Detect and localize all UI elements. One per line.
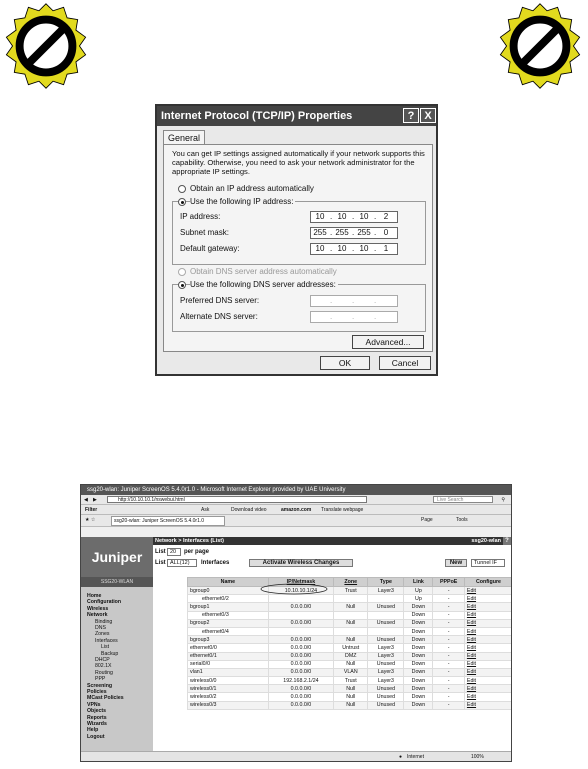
edit-link[interactable]: Edit: [464, 660, 512, 668]
table-cell-ip: 0.0.0.0/0: [268, 619, 333, 627]
table-cell-ip: 192.168.2.1/24: [268, 677, 333, 685]
sidebar-item-routing[interactable]: Routing: [95, 669, 113, 676]
table-cell-zone: [334, 627, 368, 635]
table-cell-zone: Trust: [334, 587, 368, 595]
table-cell-name: ethernet0/2: [188, 595, 269, 603]
download-video-button[interactable]: Download video: [231, 507, 267, 513]
auto-ip-label: Obtain an IP address automatically: [190, 184, 314, 193]
table-row: [188, 685, 513, 693]
prohibited-seal-left-icon: [2, 2, 90, 90]
ip-address-field[interactable]: 10 . 10 . 10 . 2: [310, 211, 398, 223]
table-cell-type: Unused: [368, 693, 404, 701]
device-subtitle: SSG20-WLAN: [81, 577, 153, 587]
table-cell-name: bgroup2: [188, 619, 269, 627]
table-cell-pppoe: -: [433, 652, 464, 660]
sidebar-item-network[interactable]: Network: [87, 612, 108, 619]
edit-link[interactable]: Edit: [464, 587, 512, 595]
cancel-button[interactable]: Cancel: [379, 356, 431, 370]
list-label: List: [155, 549, 166, 555]
table-cell-type: Layer3: [368, 644, 404, 652]
table-cell-type: Unused: [368, 701, 404, 709]
table-cell-ip: 0.0.0.0/0: [268, 644, 333, 652]
table-cell-pppoe: -: [433, 587, 464, 595]
table-cell-type: Layer3: [368, 587, 404, 595]
table-cell-pppoe: -: [433, 627, 464, 635]
table-cell-link: Down: [404, 685, 433, 693]
auto-dns-label: Obtain DNS server address automatically: [190, 267, 337, 276]
search-icon[interactable]: ⚲: [501, 497, 505, 503]
address-bar-row: [81, 495, 511, 505]
sidebar-item-vpns[interactable]: VPNs: [87, 701, 101, 708]
table-cell-ip: [268, 627, 333, 635]
table-cell-name: ethernet0/1: [188, 652, 269, 660]
table-cell-pppoe: -: [433, 611, 464, 619]
table-cell-pppoe: -: [433, 595, 464, 603]
edit-link[interactable]: Edit: [464, 701, 512, 709]
dialog-title: Internet Protocol (TCP/IP) Properties: [157, 106, 436, 126]
toolbar-row: [81, 505, 511, 515]
table-cell-type: [368, 595, 404, 603]
table-cell-pppoe: -: [433, 619, 464, 627]
table-cell-link: Down: [404, 701, 433, 709]
table-cell-link: Up: [404, 587, 433, 595]
sidebar-item-802-1x[interactable]: 802.1X: [95, 663, 112, 670]
column-header: Type: [368, 578, 404, 587]
table-cell-ip: 0.0.0.0/0: [268, 603, 333, 611]
table-cell-name: serial0/0: [188, 660, 269, 668]
table-row: [188, 619, 513, 627]
sidebar-item-home[interactable]: Home: [87, 593, 102, 599]
sidebar-item-zones[interactable]: Zones: [95, 631, 110, 638]
use-ip-radio[interactable]: [178, 198, 186, 206]
table-cell-ip: 0.0.0.0/0: [268, 652, 333, 660]
table-row: [188, 587, 513, 595]
table-cell-ip: 0.0.0.0/0: [268, 660, 333, 668]
table-cell-name: bgroup1: [188, 603, 269, 611]
forward-icon[interactable]: ▶: [93, 497, 97, 503]
browser-title: ssg20-wlan: Juniper ScreenOS 5.4.0r1.0 - Microsoft Internet Explorer provided by UAE University: [81, 485, 511, 495]
table-row: [188, 668, 513, 676]
table-row: [188, 677, 513, 685]
table-cell-name: wireless0/0: [188, 677, 269, 685]
table-cell-pppoe: -: [433, 685, 464, 693]
sidebar-item-screening[interactable]: Screening: [87, 682, 113, 689]
status-zone: Internet: [407, 754, 424, 760]
table-cell-pppoe: -: [433, 668, 464, 676]
sidebar-item-objects[interactable]: Objects: [87, 708, 107, 715]
table-cell-type: Layer3: [368, 668, 404, 676]
table-cell-name: bgroup3: [188, 636, 269, 644]
table-cell-name: wireless0/2: [188, 693, 269, 701]
table-cell-zone: Trust: [334, 677, 368, 685]
table-cell-type: Unused: [368, 685, 404, 693]
ip-highlight-ellipse: [260, 583, 328, 595]
tcpip-properties-dialog: [155, 104, 438, 376]
table-cell-type: Unused: [368, 619, 404, 627]
edit-link[interactable]: Edit: [464, 595, 512, 603]
sidebar-item-policies[interactable]: Policies: [87, 689, 107, 695]
table-cell-link: Down: [404, 627, 433, 635]
table-cell-zone: [334, 595, 368, 603]
browser-tab[interactable]: ssg20-wlan: Juniper ScreenOS 5.4.0r1.0: [111, 516, 225, 526]
interface-type-select[interactable]: Tunnel IF: [471, 559, 505, 567]
dns-group: [172, 284, 426, 332]
prohibited-seal-right-icon: [496, 2, 584, 90]
tab-general[interactable]: General: [163, 130, 205, 145]
main-content: [153, 537, 512, 751]
edit-link[interactable]: Edit: [464, 644, 512, 652]
interfaces-table: [187, 577, 512, 710]
table-cell-ip: 0.0.0.0/0: [268, 701, 333, 709]
table-cell-link: Down: [404, 668, 433, 676]
default-gateway-field[interactable]: 10 . 10 . 10 . 1: [310, 243, 398, 255]
table-cell-link: Down: [404, 611, 433, 619]
table-cell-type: Unused: [368, 636, 404, 644]
status-bar: [81, 751, 511, 762]
table-cell-type: [368, 611, 404, 619]
favorites-star-icon[interactable]: ★ ☆: [85, 517, 96, 523]
table-row: [188, 660, 513, 668]
table-cell-pppoe: -: [433, 693, 464, 701]
help-button[interactable]: ?: [403, 108, 419, 123]
table-row: [188, 644, 513, 652]
subnet-mask-label: Subnet mask:: [180, 228, 229, 237]
table-cell-pppoe: -: [433, 603, 464, 611]
ip-address-label: IP address:: [180, 212, 221, 221]
edit-link[interactable]: Edit: [464, 693, 512, 701]
table-cell-zone: Untrust: [334, 644, 368, 652]
help-icon[interactable]: ?: [503, 537, 511, 545]
sidebar-item-help[interactable]: Help: [87, 727, 99, 734]
table-cell-name: vlan1: [188, 668, 269, 676]
use-dns-label: Use the following DNS server addresses:: [190, 280, 336, 289]
ask-button[interactable]: Ask: [201, 507, 210, 513]
table-cell-type: Layer3: [368, 652, 404, 660]
table-row: [188, 627, 513, 635]
table-cell-link: Down: [404, 619, 433, 627]
translate-button[interactable]: Translate webpage: [321, 507, 364, 513]
edit-link[interactable]: Edit: [464, 603, 512, 611]
search-input[interactable]: Live Search: [433, 496, 493, 503]
internet-zone-icon: ●: [399, 754, 403, 760]
address-input[interactable]: http://10.10.10.1/nswebui.html: [107, 496, 367, 503]
list-label-2: List: [155, 560, 166, 566]
zoom-level[interactable]: 100%: [471, 754, 484, 760]
table-cell-type: [368, 627, 404, 635]
edit-link[interactable]: Edit: [464, 627, 512, 635]
interfaces-label: Interfaces: [201, 560, 230, 566]
table-cell-ip: 10.10.10.1/24: [268, 587, 333, 595]
table-cell-name: bgroup0: [188, 587, 269, 595]
close-button[interactable]: X: [420, 108, 436, 123]
alternate-dns-field[interactable]: . . .: [310, 311, 398, 323]
table-cell-zone: VLAN: [334, 668, 368, 676]
interface-filter-select[interactable]: ALL(12): [167, 559, 197, 567]
table-row: [188, 603, 513, 611]
table-cell-link: Down: [404, 693, 433, 701]
sidebar-item-logout[interactable]: Logout: [87, 733, 105, 740]
auto-ip-radio[interactable]: [178, 185, 186, 193]
table-cell-ip: [268, 611, 333, 619]
sidebar-item-mcast-policies[interactable]: MCast Policies: [87, 695, 124, 702]
table-cell-link: Down: [404, 677, 433, 685]
sidebar-item-backup[interactable]: Backup: [101, 650, 119, 657]
sidebar-item-binding[interactable]: Binding: [95, 618, 113, 625]
use-dns-radio[interactable]: [178, 281, 186, 289]
table-cell-zone: Null: [334, 701, 368, 709]
table-cell-name: wireless0/1: [188, 685, 269, 693]
table-cell-link: Down: [404, 652, 433, 660]
table-cell-zone: Null: [334, 685, 368, 693]
auto-dns-radio[interactable]: [178, 268, 186, 276]
table-row: [188, 611, 513, 619]
edit-link[interactable]: Edit: [464, 677, 512, 685]
use-ip-label: Use the following IP address:: [190, 197, 294, 206]
table-cell-zone: [334, 611, 368, 619]
table-cell-name: ethernet0/0: [188, 644, 269, 652]
table-cell-zone: Null: [334, 636, 368, 644]
general-panel: [163, 144, 433, 352]
table-cell-ip: 0.0.0.0/0: [268, 636, 333, 644]
table-row: [188, 595, 513, 603]
breadcrumb: Network > Interfaces (List): [153, 537, 512, 545]
activate-wireless-button[interactable]: Activate Wireless Changes: [249, 559, 353, 567]
sidebar-item-dhcp[interactable]: DHCP: [95, 657, 110, 663]
table-cell-zone: DMZ: [334, 652, 368, 660]
table-cell-link: Down: [404, 603, 433, 611]
juniper-logo: Juniper: [81, 537, 153, 577]
tab-row: [81, 515, 511, 527]
column-header[interactable]: IP/Netmask: [268, 578, 333, 587]
alternate-dns-label: Alternate DNS server:: [180, 312, 258, 321]
table-cell-name: ethernet0/3: [188, 611, 269, 619]
advanced-button[interactable]: Advanced...: [352, 335, 424, 349]
table-cell-link: Up: [404, 595, 433, 603]
sidebar-item-list[interactable]: List: [101, 644, 110, 651]
subnet-mask-field[interactable]: 255 . 255 . 255 . 0: [310, 227, 398, 239]
edit-link[interactable]: Edit: [464, 668, 512, 676]
preferred-dns-label: Preferred DNS server:: [180, 296, 260, 305]
edit-link[interactable]: Edit: [464, 652, 512, 660]
new-button[interactable]: New: [445, 559, 467, 567]
table-row: [188, 652, 513, 660]
table-cell-link: Down: [404, 636, 433, 644]
browser-window: [80, 484, 512, 762]
table-cell-zone: Null: [334, 619, 368, 627]
table-cell-type: Unused: [368, 603, 404, 611]
table-cell-link: Down: [404, 644, 433, 652]
column-header: Name: [188, 578, 269, 587]
filter-button[interactable]: Filter: [85, 507, 98, 513]
page-menu[interactable]: Page: [421, 517, 433, 523]
back-icon[interactable]: ◀: [84, 497, 88, 503]
column-header[interactable]: Zone: [334, 578, 368, 587]
table-row: [188, 701, 513, 709]
column-header: PPPoE: [433, 578, 464, 587]
table-cell-pppoe: -: [433, 660, 464, 668]
table-cell-ip: 0.0.0.0/0: [268, 668, 333, 676]
column-header: Link: [404, 578, 433, 587]
table-cell-name: wireless0/3: [188, 701, 269, 709]
table-cell-type: Unused: [368, 660, 404, 668]
table-cell-zone: Null: [334, 693, 368, 701]
table-row: [188, 693, 513, 701]
preferred-dns-field[interactable]: . . .: [310, 295, 398, 307]
intro-text: You can get IP settings assigned automatically if your network supports this capability. Otherwise, you need to ask your network administrator for the appropriate IP settings.: [172, 149, 425, 176]
table-cell-zone: Null: [334, 660, 368, 668]
per-page-label: per page: [184, 549, 210, 555]
table-row: [188, 636, 513, 644]
sidebar-item-dns[interactable]: DNS: [95, 625, 106, 631]
edit-link[interactable]: Edit: [464, 611, 512, 619]
column-header: Configure: [464, 578, 512, 587]
table-cell-ip: 0.0.0.0/0: [268, 693, 333, 701]
sidebar-item-wireless[interactable]: Wireless: [87, 605, 109, 612]
edit-link[interactable]: Edit: [464, 636, 512, 644]
juniper-sidebar: [81, 537, 154, 751]
table-cell-name: ethernet0/4: [188, 627, 269, 635]
table-cell-zone: Null: [334, 603, 368, 611]
table-cell-link: Down: [404, 660, 433, 668]
ok-button[interactable]: OK: [320, 356, 370, 370]
table-cell-pppoe: -: [433, 701, 464, 709]
table-cell-ip: [268, 595, 333, 603]
table-cell-type: Layer3: [368, 677, 404, 685]
sidebar-item-ppp[interactable]: PPP: [95, 676, 106, 683]
per-page-select[interactable]: 20: [167, 548, 181, 556]
sidebar-item-configuration[interactable]: Configuration: [87, 599, 121, 606]
table-cell-ip: 0.0.0.0/0: [268, 685, 333, 693]
table-cell-pppoe: -: [433, 677, 464, 685]
edit-link[interactable]: Edit: [464, 619, 512, 627]
table-cell-pppoe: -: [433, 636, 464, 644]
sidebar-item-wizards[interactable]: Wizards: [87, 721, 107, 727]
edit-link[interactable]: Edit: [464, 685, 512, 693]
tools-menu[interactable]: Tools: [456, 517, 468, 523]
sidebar-item-interfaces[interactable]: Interfaces: [95, 637, 118, 644]
sidebar-item-reports[interactable]: Reports: [87, 714, 107, 721]
device-name: ssg20-wlan: [471, 538, 501, 544]
table-cell-pppoe: -: [433, 644, 464, 652]
amazon-button[interactable]: amazon.com: [281, 507, 312, 513]
default-gateway-label: Default gateway:: [180, 244, 240, 253]
